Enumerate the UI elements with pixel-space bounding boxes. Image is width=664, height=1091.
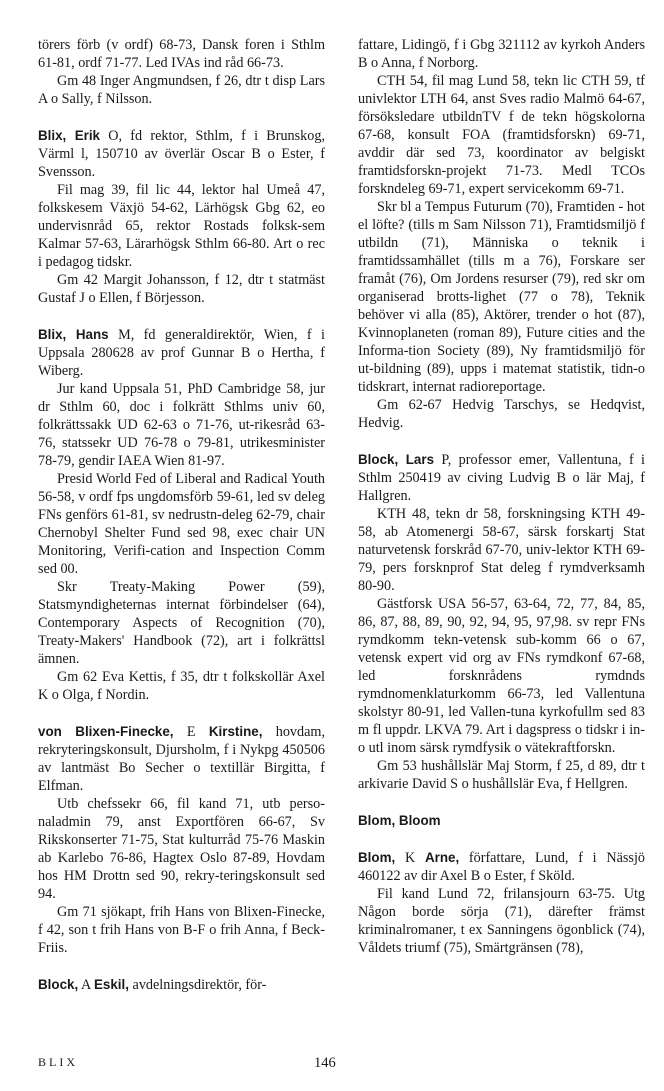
entry-paragraph: fattare, Lidingö, f i Gbg 321112 av kyrkoh Anders B o Anna, f Norborg. [358, 37, 645, 71]
entry-given-prefix: A [78, 977, 94, 993]
entry-paragraph: Gm 62 Eva Kettis, f 35, dtr t folkskollär Axel K o Olga, f Nordin. [38, 669, 325, 703]
entry-paragraph: Utb chefssekr 66, fil kand 71, utb perso-naladmin 79, anst Exportfören 66-67, Sv Rikskonserter 71-75, Stat kulturråd 75-76 Maskin ab Karlebo 76-86, Hagtex Oslo 87-89, Hovdam hos HM Drottn sed 90, rekry-teringskonsult sed 94. [38, 796, 325, 902]
continued-entry-top-left [38, 36, 325, 108]
entry-paragraph: Fil mag 39, fil lic 44, lektor hal Umeå 47, folkskesem Växjö 54-62, Lärhögsk Gbg 62, eo undervisnråd 65, rektor Rostads folksk-sem Kalmar 57-63, Lärarhögsk Sthlm 66-80. Art o rec i pedagog tidskr. [38, 182, 325, 270]
entry-intro-text: O, fd rektor, Sthlm, f i Brunskog, Värml l, 150710 av överlär Oscar B o Ester, f Svensson. [38, 128, 326, 180]
entry-paragraph: Fil kand Lund 72, frilansjourn 63-75. Utg Någon borde sörja (71), därefter främst kriminalromaner, t ex Sanningens ögonblick (74), Våldets triumf (75), Smärtgränsen (78), [358, 886, 645, 956]
entry-paragraph: Jur kand Uppsala 51, PhD Cambridge 58, jur dr Sthlm 60, doc i folkrätt Sthlms univ 60, folkrättssakk UD 62-63 o 71-76, ut-rikesråd 63-76, statssekr UD 76-78 o 79-81, utrikesminister 78-79, gendir IAEA Wien 81-97. [38, 381, 325, 469]
entry-intro [38, 976, 325, 994]
entry-paragraph: Skr Treaty-Making Power (59), Statsmyndigheternas internat förbindelser (64), Contemporary Aspects of Recognition (70), Treaty-Makers' Handbook (72), art i folkrättsl ämnen. [38, 579, 325, 667]
entry-blix-erik [38, 127, 325, 307]
entry-paragraph: Gm 53 hushållslär Maj Storm, f 25, d 89, dtr t arkivarie David S o hushållslär Eva, f Hellgren. [358, 758, 645, 792]
entry-given-name: Kirstine, [208, 724, 263, 739]
entry-paragraph: Gästforsk USA 56-57, 63-64, 72, 77, 84, 85, 86, 87, 88, 89, 90, 92, 94, 95, 97,98. sv repr FNs rymdkomm tekn-vetensk sub-komm 66 o 67, vetensk expert vid org av FNs rymdkonf 67-68, led forsknrådens rymdnds rymdnomenklaturkomm 66-73, led Vallentuna skolstyr 80-91, led Vallen-tuna kyrkofullm sed 83 m fl uppdr. LKVA 79. Art i dagspress o tidskr i in- o utl inom särsk rymdfysik o vätekraftforskn. [358, 596, 645, 756]
entry-block-lars [358, 451, 645, 793]
entry-intro [38, 127, 325, 181]
right-column [358, 36, 645, 976]
entry-paragraph: KTH 48, tekn dr 58, forskningsing KTH 49-58, ab Atomenergi 58-67, särsk forskartj Stat naturvetensk forskråd 67-70, univ-lektor KTH 69-79, pers forsknprof Stat deleg f rymdverksamh 80-90. [358, 506, 645, 594]
entry-headword: Block, [38, 977, 79, 992]
entry-headword: Block, Lars [358, 452, 435, 467]
entry-intro [38, 723, 325, 795]
left-column [38, 36, 325, 1013]
entry-intro [358, 451, 645, 505]
entry-headword: von Blixen-Finecke, [38, 724, 174, 739]
entry-blix-hans [38, 326, 325, 704]
entry-paragraph: Gm 62-67 Hedvig Tarschys, se Hedqvist, Hedvig. [358, 397, 645, 431]
entry-block-eskil [38, 976, 325, 994]
entry-blom-bloom-heading [358, 812, 645, 830]
entry-intro-text: författare, Lund, f i Nässjö 460122 av dir Axel B o Ester, f Sköld. [358, 850, 645, 884]
entry-von-blixen-finecke [38, 723, 325, 957]
entry-paragraph: CTH 54, fil mag Lund 58, tekn lic CTH 59, tf univlektor LTH 64, anst Sves radio Malmö 64-67, försöksledare utbildnTV f de tekn högskolorna 67-68, konsult FOA (framtidsforskn) 69-71, avddir där sed 73, koordinator av belgiskt framtidsforskn-projekt 71-73. Medl TCOs forskndeleg 69-71, expert servicekomm 69-71. [358, 73, 645, 197]
entry-paragraph: Skr bl a Tempus Futurum (70), Framtiden - hot el löfte? (tills m Sam Nilsson 71), Framtidsmiljö f utbildn (71), Människa o teknik i framtidssamhället (tills m a 76), Forskare ser framåt (76), Om Jordens resurser (79), red skr om organiserad brotts-lighet (77 o 78), Teknik behöver vi alla (85), Aktörer, trender o hot (87), Kvinnoplaneten (roman 89), Future cities and the Informa-tion Society (89), Ny framtidsmiljö för ut-bildning (89), upps i matemat statistik, tidn-o tidskrart, internat radioreportage. [358, 199, 645, 395]
entry-headword: Blix, Erik [38, 128, 101, 143]
entry-paragraph: Presid World Fed of Liberal and Radical Youth 56-58, v ordf fps ungdomsförb 59-61, led sv deleg FNs genförs 61-81, sv nedrustn-deleg 62-79, chair Chernobyl Shelter Fund sed 98, exec chair UN Monitoring, Verifi-cation and Inspection Comm sed 00. [38, 471, 325, 577]
entry-given-prefix: E [173, 724, 209, 740]
entry-intro-text: hovdam, rekryteringskonsult, Djursholm, f i Nykpg 450506 av lantmäst Bo Secher o textillär Birgitta, f Elfman. [38, 724, 325, 794]
entry-paragraph: Gm 71 sjökapt, frih Hans von Blixen-Finecke, f 42, son t frih Hans von B-F o frih Anna, f Beck-Friis. [38, 904, 325, 956]
entry-intro [358, 812, 645, 830]
entry-headword: Blix, Hans [38, 327, 109, 342]
entry-given-name: Arne, [424, 850, 460, 865]
entry-blom-arne [358, 849, 645, 957]
entry-headword: Blom, [358, 850, 396, 865]
page-number: 146 [314, 1055, 336, 1071]
entry-intro-text: P, professor emer, Vallentuna, f i Sthlm 250419 av civing Ludvig B o lär Maj, f Hallgren. [358, 452, 645, 504]
continued-entry-top-right [358, 36, 645, 432]
section-headword: Blom, Bloom [358, 813, 441, 828]
entry-intro-text: M, fd generaldirektör, Wien, f i Uppsala 280628 av prof Gunnar B o Hertha, f Wiberg. [38, 327, 325, 379]
entry-given-name: Eskil, [93, 977, 129, 992]
entry-given-prefix: K [395, 850, 425, 866]
entry-paragraph: Gm 42 Margit Johansson, f 12, dtr t statmäst Gustaf J o Ellen, f Börjesson. [38, 272, 325, 306]
entry-intro-text: avdelningsdirektör, för- [128, 977, 267, 993]
entry-intro [38, 326, 325, 380]
running-head: BLIX [38, 1055, 78, 1069]
entry-intro [358, 849, 645, 885]
entry-paragraph: Gm 48 Inger Angmundsen, f 26, dtr t disp Lars A o Sally, f Nilsson. [38, 73, 325, 107]
entry-paragraph: törers förb (v ordf) 68-73, Dansk foren i Sthlm 61-81, ordf 71-77. Led IVAs ind råd 66-73. [38, 37, 325, 71]
